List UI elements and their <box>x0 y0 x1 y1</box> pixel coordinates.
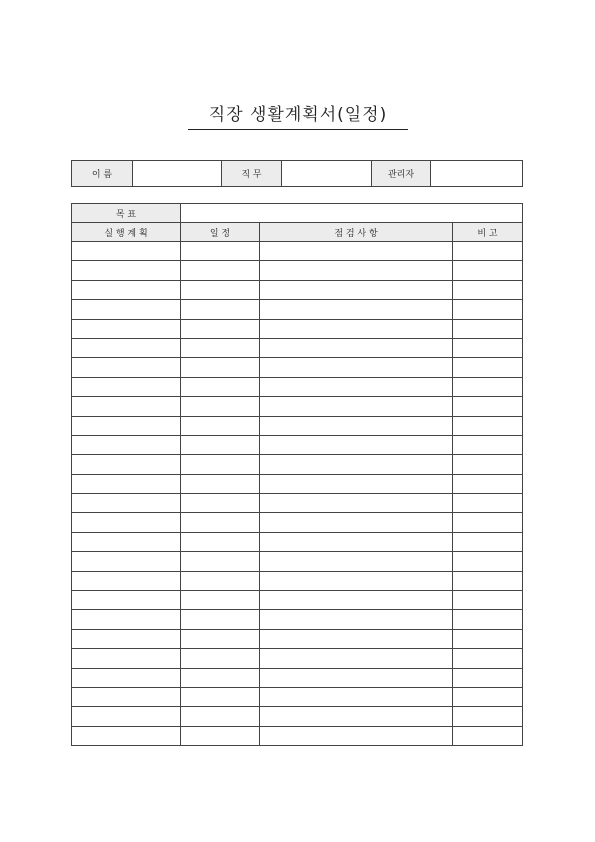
info-row <box>72 161 523 187</box>
cell-plan[interactable] <box>72 300 181 319</box>
cell-schedule[interactable] <box>181 397 260 416</box>
cell-checklist[interactable] <box>260 261 453 280</box>
cell-remarks[interactable] <box>453 571 523 590</box>
cell-checklist[interactable] <box>260 571 453 590</box>
cell-schedule[interactable] <box>181 280 260 299</box>
cell-plan[interactable] <box>72 474 181 493</box>
cell-checklist[interactable] <box>260 242 453 261</box>
table-row <box>72 338 523 357</box>
cell-plan[interactable] <box>72 610 181 629</box>
cell-remarks[interactable] <box>453 513 523 532</box>
table-row <box>72 687 523 706</box>
cell-remarks[interactable] <box>453 474 523 493</box>
column-header-remarks: 비 고 <box>453 223 523 242</box>
cell-remarks[interactable] <box>453 338 523 357</box>
cell-checklist[interactable] <box>260 668 453 687</box>
cell-schedule[interactable] <box>181 726 260 745</box>
cell-checklist[interactable] <box>260 649 453 668</box>
cell-checklist[interactable] <box>260 687 453 706</box>
cell-checklist[interactable] <box>260 435 453 454</box>
cell-schedule[interactable] <box>181 416 260 435</box>
cell-schedule[interactable] <box>181 687 260 706</box>
plan-body <box>72 242 523 746</box>
table-row <box>72 591 523 610</box>
cell-schedule[interactable] <box>181 707 260 726</box>
duty-field[interactable] <box>282 161 372 187</box>
cell-plan[interactable] <box>72 377 181 396</box>
cell-checklist[interactable] <box>260 552 453 571</box>
cell-remarks[interactable] <box>453 494 523 513</box>
cell-checklist[interactable] <box>260 591 453 610</box>
cell-remarks[interactable] <box>453 358 523 377</box>
cell-checklist[interactable] <box>260 397 453 416</box>
table-row <box>72 726 523 745</box>
column-header-row <box>72 223 523 242</box>
table-row <box>72 455 523 474</box>
cell-checklist[interactable] <box>260 494 453 513</box>
document-title: 직장 생활계획서(일정) <box>188 101 408 130</box>
cell-plan[interactable] <box>72 494 181 513</box>
cell-schedule[interactable] <box>181 319 260 338</box>
cell-schedule[interactable] <box>181 552 260 571</box>
cell-checklist[interactable] <box>260 532 453 551</box>
cell-remarks[interactable] <box>453 649 523 668</box>
cell-schedule[interactable] <box>181 571 260 590</box>
cell-plan[interactable] <box>72 668 181 687</box>
table-row <box>72 649 523 668</box>
cell-checklist[interactable] <box>260 338 453 357</box>
cell-remarks[interactable] <box>453 397 523 416</box>
cell-plan[interactable] <box>72 280 181 299</box>
column-header-plan: 실 행 계 획 <box>72 223 181 242</box>
table-row <box>72 552 523 571</box>
manager-label: 관리자 <box>372 161 431 187</box>
cell-remarks[interactable] <box>453 707 523 726</box>
manager-field[interactable] <box>431 161 523 187</box>
column-header-checklist: 점 검 사 항 <box>260 223 453 242</box>
cell-plan[interactable] <box>72 552 181 571</box>
cell-schedule[interactable] <box>181 513 260 532</box>
plan-table <box>71 203 523 746</box>
cell-checklist[interactable] <box>260 474 453 493</box>
cell-schedule[interactable] <box>181 668 260 687</box>
column-header-schedule: 일 정 <box>181 223 260 242</box>
cell-remarks[interactable] <box>453 629 523 648</box>
cell-plan[interactable] <box>72 629 181 648</box>
cell-remarks[interactable] <box>453 377 523 396</box>
cell-plan[interactable] <box>72 726 181 745</box>
cell-checklist[interactable] <box>260 377 453 396</box>
cell-remarks[interactable] <box>453 591 523 610</box>
cell-remarks[interactable] <box>453 435 523 454</box>
cell-checklist[interactable] <box>260 707 453 726</box>
goal-row <box>72 204 523 223</box>
cell-remarks[interactable] <box>453 261 523 280</box>
cell-schedule[interactable] <box>181 435 260 454</box>
table-row <box>72 668 523 687</box>
table-row <box>72 435 523 454</box>
cell-remarks[interactable] <box>453 416 523 435</box>
goal-field[interactable] <box>181 204 523 223</box>
cell-plan[interactable] <box>72 435 181 454</box>
cell-schedule[interactable] <box>181 474 260 493</box>
table-row <box>72 416 523 435</box>
cell-plan[interactable] <box>72 532 181 551</box>
cell-checklist[interactable] <box>260 358 453 377</box>
cell-plan[interactable] <box>72 242 181 261</box>
cell-plan[interactable] <box>72 455 181 474</box>
cell-remarks[interactable] <box>453 532 523 551</box>
cell-plan[interactable] <box>72 571 181 590</box>
table-row <box>72 261 523 280</box>
duty-label: 직 무 <box>222 161 282 187</box>
cell-checklist[interactable] <box>260 455 453 474</box>
table-row <box>72 610 523 629</box>
name-label: 이 름 <box>72 161 133 187</box>
cell-remarks[interactable] <box>453 319 523 338</box>
cell-remarks[interactable] <box>453 668 523 687</box>
cell-plan[interactable] <box>72 649 181 668</box>
cell-schedule[interactable] <box>181 532 260 551</box>
cell-plan[interactable] <box>72 319 181 338</box>
cell-checklist[interactable] <box>260 416 453 435</box>
cell-schedule[interactable] <box>181 261 260 280</box>
name-field[interactable] <box>133 161 222 187</box>
table-row <box>72 377 523 396</box>
goal-label: 목 표 <box>72 204 181 223</box>
cell-schedule[interactable] <box>181 629 260 648</box>
cell-plan[interactable] <box>72 707 181 726</box>
cell-remarks[interactable] <box>453 552 523 571</box>
table-row <box>72 571 523 590</box>
cell-remarks[interactable] <box>453 280 523 299</box>
table-row <box>72 300 523 319</box>
cell-schedule[interactable] <box>181 610 260 629</box>
cell-remarks[interactable] <box>453 610 523 629</box>
cell-checklist[interactable] <box>260 300 453 319</box>
cell-checklist[interactable] <box>260 513 453 532</box>
table-row <box>72 319 523 338</box>
cell-plan[interactable] <box>72 687 181 706</box>
table-row <box>72 707 523 726</box>
cell-plan[interactable] <box>72 416 181 435</box>
cell-remarks[interactable] <box>453 726 523 745</box>
cell-checklist[interactable] <box>260 629 453 648</box>
cell-checklist[interactable] <box>260 280 453 299</box>
cell-schedule[interactable] <box>181 358 260 377</box>
table-row <box>72 280 523 299</box>
cell-checklist[interactable] <box>260 610 453 629</box>
cell-remarks[interactable] <box>453 687 523 706</box>
cell-schedule[interactable] <box>181 300 260 319</box>
cell-plan[interactable] <box>72 591 181 610</box>
info-table <box>71 160 523 187</box>
cell-schedule[interactable] <box>181 377 260 396</box>
cell-plan[interactable] <box>72 338 181 357</box>
cell-plan[interactable] <box>72 513 181 532</box>
table-row <box>72 494 523 513</box>
cell-plan[interactable] <box>72 358 181 377</box>
table-row <box>72 358 523 377</box>
table-row <box>72 474 523 493</box>
table-row <box>72 242 523 261</box>
cell-plan[interactable] <box>72 261 181 280</box>
cell-checklist[interactable] <box>260 726 453 745</box>
table-row <box>72 513 523 532</box>
cell-checklist[interactable] <box>260 319 453 338</box>
cell-schedule[interactable] <box>181 338 260 357</box>
cell-remarks[interactable] <box>453 242 523 261</box>
table-row <box>72 532 523 551</box>
cell-schedule[interactable] <box>181 649 260 668</box>
cell-schedule[interactable] <box>181 494 260 513</box>
cell-schedule[interactable] <box>181 591 260 610</box>
table-row <box>72 397 523 416</box>
cell-plan[interactable] <box>72 397 181 416</box>
table-row <box>72 629 523 648</box>
cell-remarks[interactable] <box>453 300 523 319</box>
cell-schedule[interactable] <box>181 242 260 261</box>
cell-schedule[interactable] <box>181 455 260 474</box>
cell-remarks[interactable] <box>453 455 523 474</box>
